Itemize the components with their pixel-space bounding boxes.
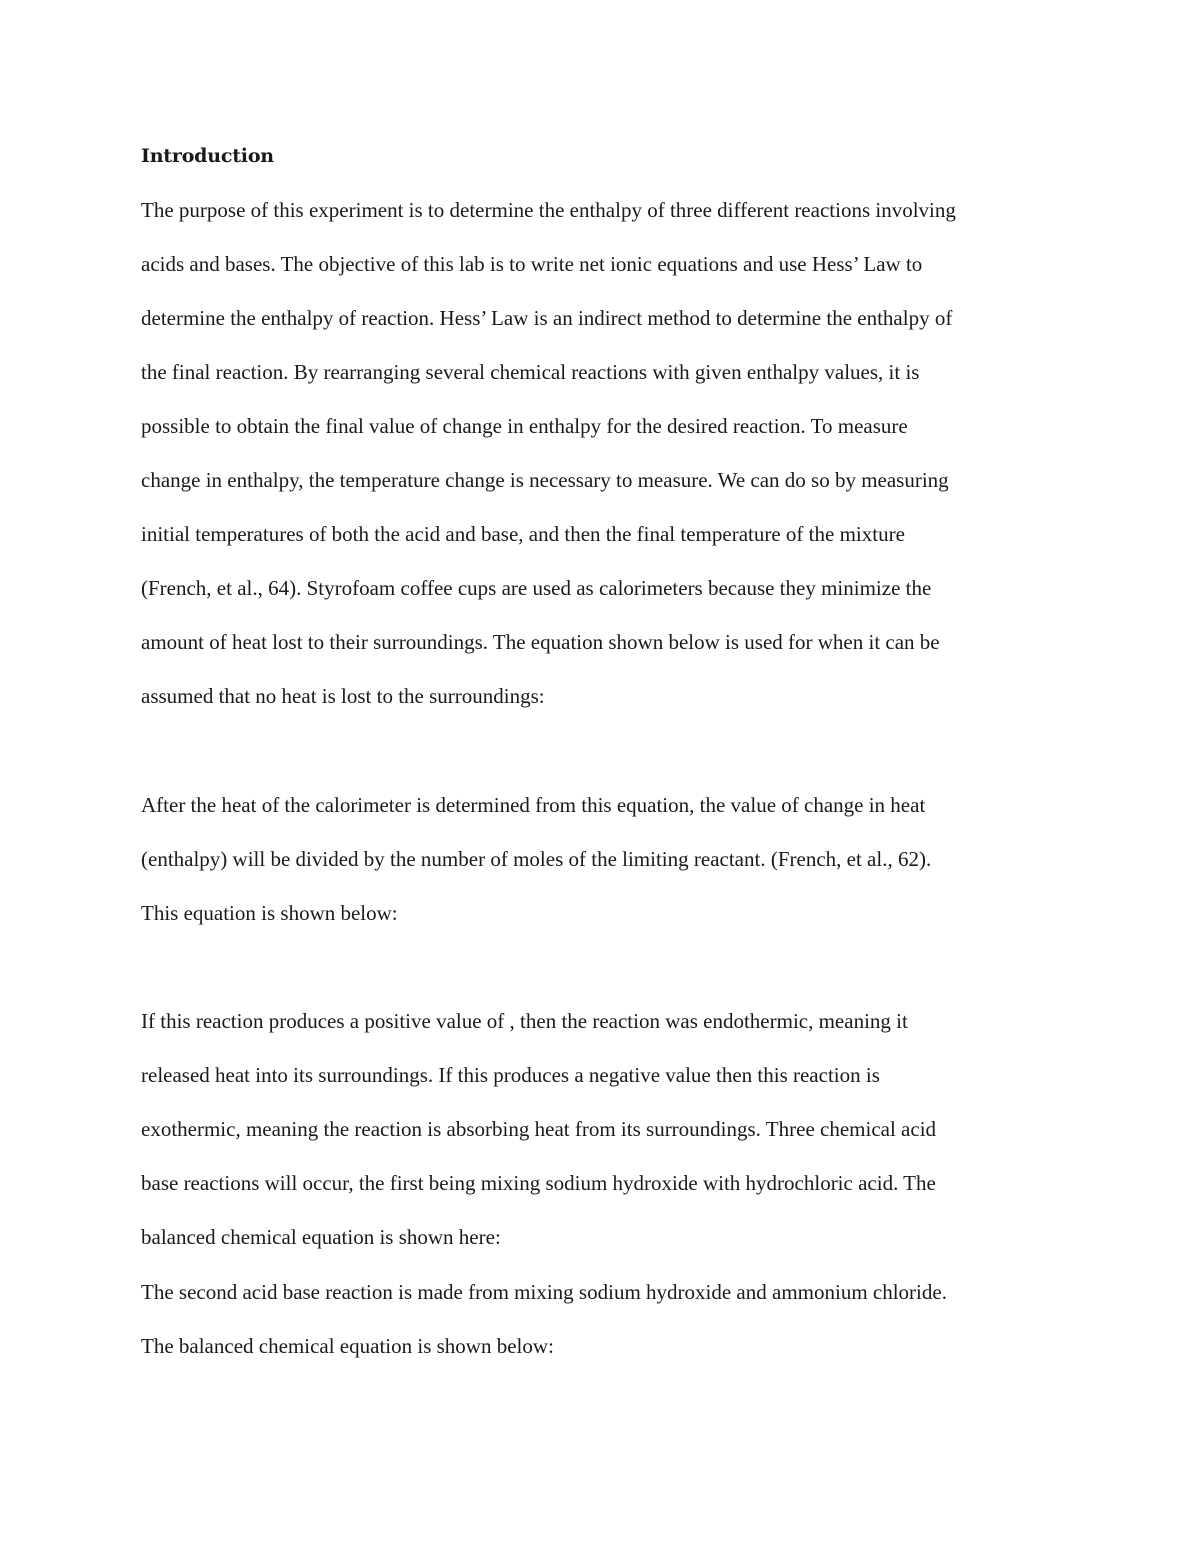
paragraph-4-line-2: The balanced chemical equation is shown below:	[141, 1334, 554, 1358]
paragraph-3-line-3: exothermic, meaning the reaction is absorbing heat from its surroundings. Three chemical acid	[141, 1117, 937, 1141]
paragraph-3-line-1: If this reaction produces a positive value of , then the reaction was endothermic, meaning it	[141, 1009, 908, 1033]
paragraph-1-line-3: determine the enthalpy of reaction. Hess’ Law is an indirect method to determine the enthalpy of	[141, 306, 953, 330]
paragraph-1-line-5: possible to obtain the final value of change in enthalpy for the desired reaction. To measure	[141, 414, 908, 438]
paragraph-2-line-1: After the heat of the calorimeter is determined from this equation, the value of change in heat	[141, 793, 926, 817]
paragraph-3-line-4: base reactions will occur, the first being mixing sodium hydroxide with hydrochloric acid. The	[141, 1171, 936, 1195]
paragraph-1-line-7: initial temperatures of both the acid and base, and then the final temperature of the mixture	[141, 522, 905, 546]
paragraph-1-line-6: change in enthalpy, the temperature change is necessary to measure. We can do so by measuring	[141, 468, 949, 492]
paragraph-1-line-9: amount of heat lost to their surroundings. The equation shown below is used for when it can be	[141, 630, 940, 654]
paragraph-2-line-2: (enthalpy) will be divided by the number of moles of the limiting reactant. (French, et al., 62).	[141, 847, 932, 871]
paragraph-1-line-1: The purpose of this experiment is to determine the enthalpy of three different reactions involving	[141, 198, 956, 222]
paragraph-1-line-8: (French, et al., 64). Styrofoam coffee cups are used as calorimeters because they minimize the	[141, 576, 932, 600]
paragraph-1-line-10: assumed that no heat is lost to the surroundings:	[141, 684, 545, 708]
paragraph-3-line-2: released heat into its surroundings. If this produces a negative value then this reaction is	[141, 1063, 880, 1087]
paragraph-1-line-4: the final reaction. By rearranging several chemical reactions with given enthalpy values, it is	[141, 360, 920, 384]
paragraph-3-line-5: balanced chemical equation is shown here:	[141, 1225, 501, 1249]
paragraph-2-line-3: This equation is shown below:	[141, 901, 398, 925]
section-heading: Introduction	[141, 145, 274, 167]
paragraph-4-line-1: The second acid base reaction is made from mixing sodium hydroxide and ammonium chloride.	[141, 1280, 947, 1304]
paragraph-1-line-2: acids and bases. The objective of this lab is to write net ionic equations and use Hess’ Law to	[141, 252, 923, 276]
